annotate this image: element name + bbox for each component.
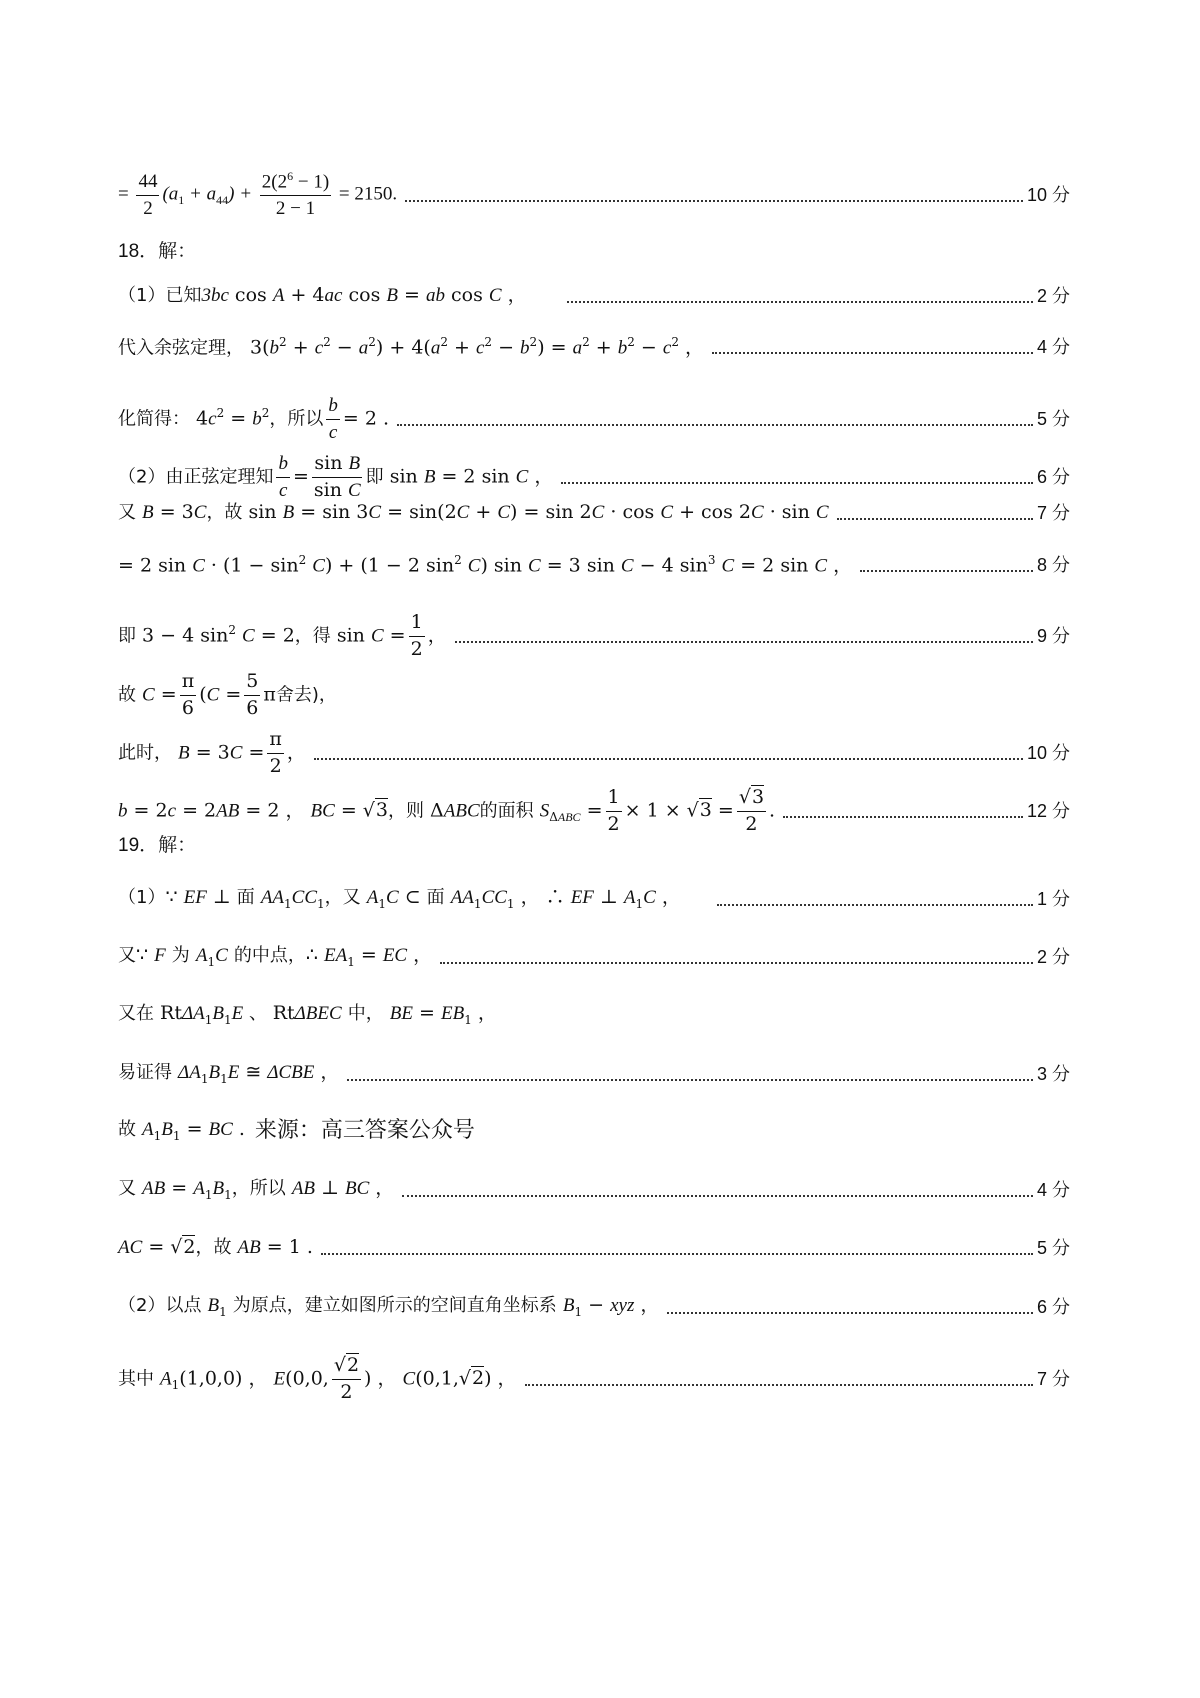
score: 2 分 bbox=[1036, 285, 1070, 306]
leader-dots bbox=[402, 1195, 1033, 1197]
heading-q19: 19．解： bbox=[118, 835, 197, 856]
leader-dots bbox=[837, 518, 1033, 520]
q19-line-4: 易证得 $\Delta A_1B_1E$ ≅ ΔCBE ， 3 分 bbox=[118, 1061, 1070, 1086]
score: 1 分 bbox=[1036, 888, 1070, 909]
score: 3 分 bbox=[1036, 1063, 1070, 1084]
heading-q18: 18．解： bbox=[118, 241, 197, 262]
q19-line-8: （2）以点 $B_1$ 为原点，建立如图所示的空间直角坐标系 $B_1$ − xyz ， 6 分 bbox=[118, 1294, 1070, 1319]
source-note: 来源：高三答案公众号 bbox=[254, 1118, 475, 1143]
q18-line-4: （2）由正弦定理知 $\frac{b}{c}$ = $\frac{\text{sin B}}{\text{sin C}}$ 即 sin B = 2 sin C ， 6 分 bbox=[118, 452, 1070, 501]
q18-line-8: 故 C = $\frac{\pi}{6}$ (C = $\frac{5}{6}$ π舍去)， bbox=[118, 670, 337, 719]
score: 7 分 bbox=[1036, 1369, 1070, 1390]
leader-dots bbox=[567, 301, 1033, 303]
q19-line-1: （1）∵ EF ⊥ 面 $AA_1CC_1$，又 $A_1C$ ⊂ 面 $AA_1CC_1$ ， ∴ EF ⊥ $A_1C$ ， 1 分 bbox=[118, 886, 1070, 911]
score: 10 分 bbox=[1026, 743, 1070, 764]
q19-line-3: 又在 $Rt\Delta A_1B_1E$ 、 RtΔBEC 中， BE = $EB_1$ ， bbox=[118, 1002, 497, 1027]
score: 12 分 bbox=[1026, 801, 1070, 822]
leader-dots bbox=[455, 641, 1033, 643]
q18-line-6: = 2 $\sin C \cdot (1 - \sin^2 C) + (1 - 2$ $\sin^2 C$) sin C = 3 sin C − 4 $\sin^3 C = 2$ sin C ， 8 分 bbox=[118, 553, 1070, 577]
q18-line-1: （1）已知3bc cos A + 4ac cos B = ab cos C ， 2 分 bbox=[118, 284, 1070, 306]
score: 8 分 bbox=[1036, 554, 1070, 575]
score: 5 分 bbox=[1036, 1237, 1070, 1258]
q18-line-10: b = 2c = 2AB = 2 ， BC = √3，则 ΔABC的面积 $S_{\Delta ABC}$ = $\frac{1}{2}$ × 1 × √3 = $\frac{√3}{2}$ . 12 分 bbox=[118, 786, 1070, 835]
leader-dots bbox=[783, 816, 1023, 818]
q18-line-7: 即 3 − 4 $\sin^2 C = 2$，得 sin C = $\frac{1}{2}$ ， 9 分 bbox=[118, 611, 1070, 660]
leader-dots bbox=[321, 1253, 1033, 1255]
q18-line-3: 化简得： $4c^2 = b^2$，所以 $\frac{b}{c}$ = 2 . 5 分 bbox=[118, 395, 1070, 443]
leader-dots bbox=[561, 482, 1033, 484]
score: 2 分 bbox=[1036, 946, 1070, 967]
q19-line-5: 故 $A_1B_1$ = BC . 来源：高三答案公众号 bbox=[118, 1118, 475, 1143]
score: 4 分 bbox=[1036, 1179, 1070, 1200]
q18-line-5: 又 B = 3C，故 sin B = sin 3C = sin(2C + C) = sin 2C · cos C + cos 2C · sin C 7 分 bbox=[118, 501, 1070, 523]
leader-dots bbox=[712, 352, 1033, 354]
score: 7 分 bbox=[1036, 502, 1070, 523]
q18-line-2: 代入余弦定理， $3(b^2 + c^2 - a^2) + 4(a^2 + c^2 - b^2) = a^2 + b^2 - c^2$ ， 4 分 bbox=[118, 335, 1070, 359]
score: 10 分 bbox=[1026, 185, 1070, 205]
eq-line-sum bbox=[118, 170, 1070, 220]
q18-line-9: 此时， B = 3C = $\frac{\pi}{2}$ ， 10 分 bbox=[118, 728, 1070, 777]
score: 9 分 bbox=[1036, 626, 1070, 647]
score: 5 分 bbox=[1036, 409, 1070, 430]
leader-dots bbox=[667, 1312, 1033, 1314]
leader-dots bbox=[397, 424, 1033, 426]
sum-expression: = $\frac{44}{2}$ $(a_1 + a_{44})$ + $\frac{2(2^6 - 1)}{2 - 1}$ = 2150. bbox=[118, 169, 398, 220]
leader-dots bbox=[717, 904, 1033, 906]
score: 6 分 bbox=[1036, 1296, 1070, 1317]
leader-dots bbox=[440, 962, 1033, 964]
q19-line-7: AC = √2，故 AB = 1 . 5 分 bbox=[118, 1236, 1070, 1258]
leader-dots bbox=[314, 758, 1023, 760]
score: 6 分 bbox=[1036, 467, 1070, 488]
leader-dots bbox=[347, 1079, 1033, 1081]
score: 4 分 bbox=[1036, 336, 1070, 357]
leader-dots bbox=[405, 200, 1023, 202]
q19-line-6: 又 AB = $A_1B_1$，所以 AB ⊥ BC ， 4 分 bbox=[118, 1177, 1070, 1202]
q19-line-2: 又∵ F 为 $A_1C$ 的中点，∴ $EA_1$ = EC ， 2 分 bbox=[118, 944, 1070, 969]
q19-line-9: 其中 $A_1(1,0,0)$ ， E(0,0, $\frac{√2}{2}$ ) ， C(0,1,√2) ， 7 分 bbox=[118, 1354, 1070, 1403]
leader-dots bbox=[525, 1384, 1033, 1386]
leader-dots bbox=[860, 570, 1033, 572]
